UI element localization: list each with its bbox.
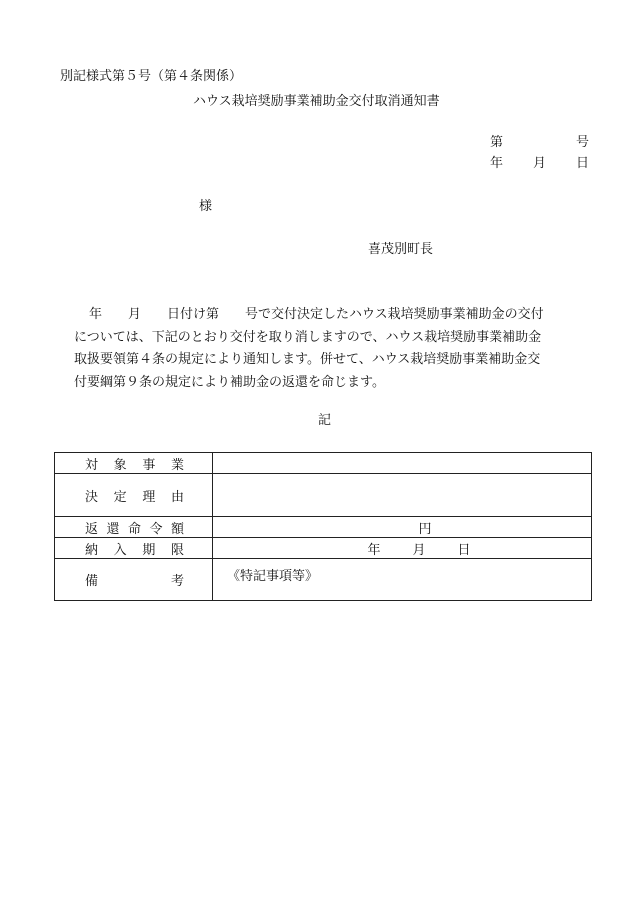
row-value [213,453,592,474]
body-line: については、下記のとおり交付を取り消しますので、ハウス栽培奨励事業補助金 [74,329,542,345]
table-row [55,538,592,559]
body-line: 年 月 日付け第 号で交付決定したハウス栽培奨励事業補助金の交付 [89,307,544,322]
date-month: 月 [533,156,547,171]
refund-amount-unit: 円 [213,517,592,538]
notice-table [54,452,592,601]
date-year: 年 [490,156,504,171]
row-label: 返 還 命 令 額 [55,517,213,538]
row-value [213,474,592,517]
table-row [55,517,592,538]
form-number: 別記様式第５号（第４条関係） [60,69,243,84]
body-line: 取扱要領第４条の規定により通知します。併せて、ハウス栽培奨励事業補助金交 [74,352,541,367]
table-row [55,474,592,517]
table-row [55,453,592,474]
doc-number-suffix: 号 [576,135,590,150]
remarks-field: 《特記事項等》 [213,559,592,601]
body-line: 付要綱第９条の規定により補助金の返還を命じます。 [74,374,385,390]
table-row [55,559,592,601]
date-day: 日 [576,156,590,171]
ki-heading: 記 [318,413,332,428]
row-label: 納 入 期 限 [55,538,213,559]
issuer-name: 喜茂別町長 [368,242,434,257]
doc-number-prefix: 第 [490,135,504,150]
body-paragraph [74,304,594,394]
row-label: 備 考 [55,559,213,601]
row-label: 対 象 事 業 [55,453,213,474]
recipient-honorific: 様 [199,199,213,214]
row-label: 決 定 理 由 [55,474,213,517]
due-date: 年 月 日 [213,538,592,559]
document-title: ハウス栽培奨励事業補助金交付取消通知書 [193,94,440,109]
